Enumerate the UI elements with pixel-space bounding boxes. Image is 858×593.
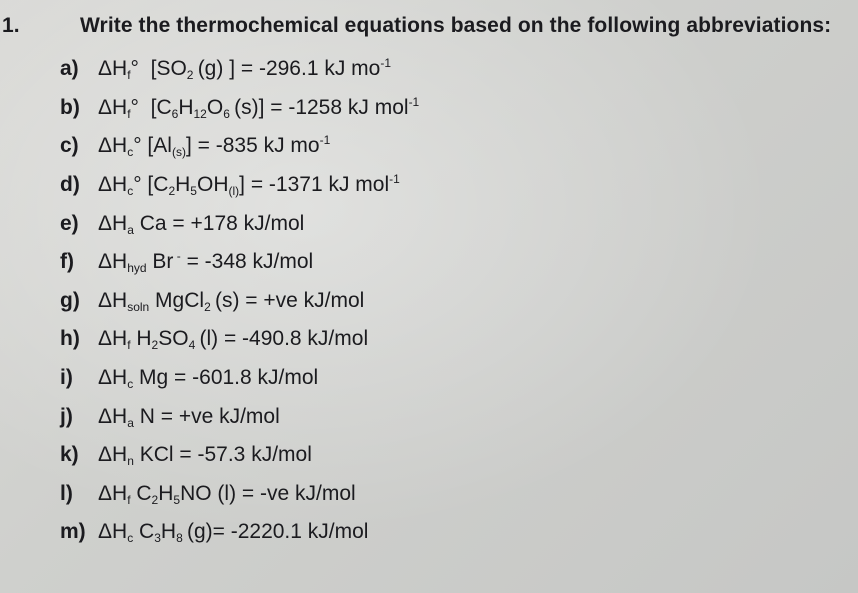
- list-item: [60, 204, 419, 243]
- item-equation: $\Delta H_a$ N = +ve kJ/mol: [98, 404, 280, 430]
- item-equation: $\Delta H_f$ $H_2SO_4$ (l) = -490.8 kJ/mol: [98, 327, 369, 353]
- item-equation: $\Delta H_c^\circ$ $[Al_{(s)}] = -835$ kJ $mo^{-1}$: [98, 133, 331, 160]
- item-letter: l): [60, 481, 73, 505]
- question-number: 1.: [2, 14, 20, 37]
- list-item: [60, 359, 419, 398]
- item-letter: g): [60, 288, 80, 312]
- list-item: [60, 397, 419, 436]
- item-letter: k): [60, 443, 79, 467]
- item-equation: $\Delta H_{hyd}$ Br - = -348 kJ/mol: [98, 249, 314, 276]
- item-letter: h): [60, 327, 80, 351]
- list-item: [60, 320, 419, 359]
- item-letter: j): [60, 404, 73, 428]
- list-item: [60, 166, 419, 205]
- question-text: Write the thermochemical equations based on the following abbreviations:: [80, 14, 832, 37]
- list-item: [60, 513, 419, 552]
- item-letter: m): [60, 520, 86, 544]
- item-equation: $\Delta H_f^\circ$ [$SO_2$ (g) ] = -296.1 kJ $mo^{-1}$: [98, 56, 392, 83]
- list-item: [60, 436, 419, 475]
- question-heading: [2, 14, 831, 38]
- item-equation: $\Delta H_c$ $C_3H_8$ (g)= -2220.1 kJ/mol: [98, 520, 369, 546]
- item-letter: i): [60, 366, 73, 390]
- item-letter: a): [60, 57, 79, 81]
- item-letter: b): [60, 95, 80, 119]
- list-item: [60, 282, 419, 321]
- item-equation: $\Delta H_f$ $C_2H_5NO$ (l) = -ve kJ/mol: [98, 481, 356, 507]
- item-equation: $\Delta H_n$ KCl = -57.3 kJ/mol: [98, 443, 312, 469]
- list-item: [60, 50, 419, 89]
- item-letter: f): [60, 250, 74, 274]
- item-equation: $\Delta H_{soln}$ MgCl$_2$ (s) = +ve kJ/mol: [98, 288, 365, 314]
- item-letter: c): [60, 134, 79, 158]
- list-item: [60, 89, 419, 128]
- item-equation: $\Delta H_c$ Mg = -601.8 kJ/mol: [98, 366, 319, 392]
- item-letter: d): [60, 173, 80, 197]
- item-letter: e): [60, 211, 79, 235]
- item-equation: $\Delta H_a$ Ca = +178 kJ/mol: [98, 211, 305, 237]
- item-equation: $\Delta H_c^\circ$ $[C_2H_5OH_{(l)}] = -1371$ kJ mol$^{-1}$: [98, 172, 400, 199]
- list-item: [60, 475, 419, 514]
- list-item: [60, 127, 419, 166]
- list-item: [60, 243, 419, 282]
- item-equation: $\Delta H_f^\circ$ [$C_6H_{12}O_6$ (s)] = -1258 kJ mol$^{-1}$: [98, 94, 420, 121]
- abbreviation-list: [60, 50, 419, 552]
